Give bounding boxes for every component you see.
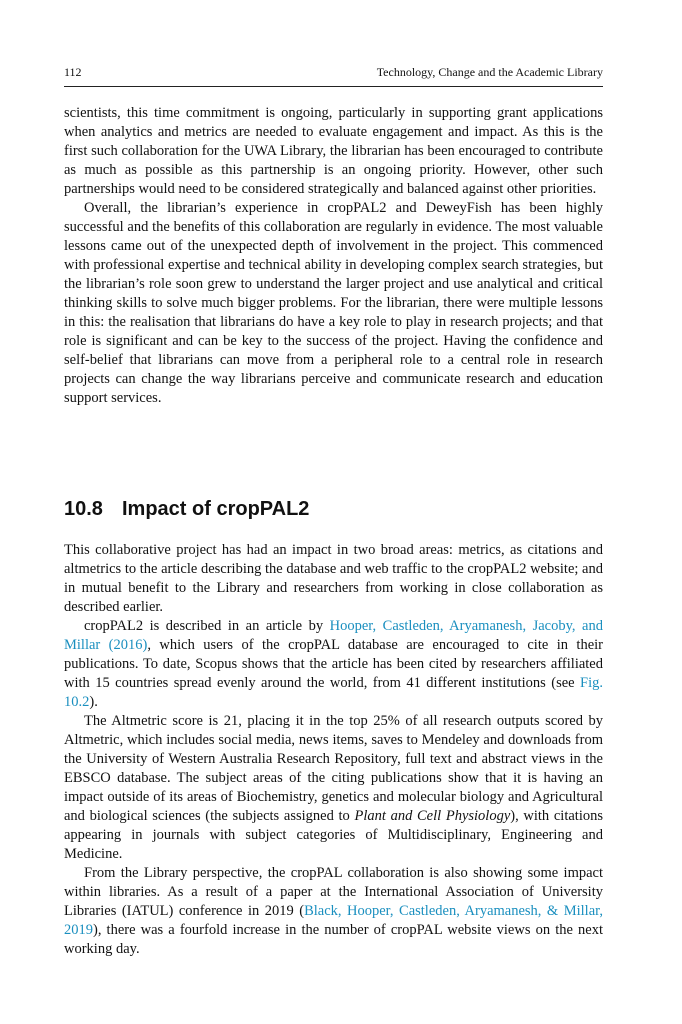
running-header	[64, 64, 603, 80]
text-run: ), there was a fourfold increase in the number of cropPAL website views on the next working day.	[64, 922, 603, 957]
text-run: cropPAL2 is described in an article by	[84, 618, 330, 634]
text-run: ).	[89, 694, 98, 710]
section-heading	[64, 496, 603, 522]
header-rule	[64, 86, 603, 87]
text-run: The Altmetric score is 21, placing it in the top 25% of all research outputs scored by Altmetric, which includes social media, news items, saves to Mendeley and downloads from the University of Western Australia Research Repository, full text and abstract views in the EBSCO database. The subject areas of the citing publications show that it is having an impact outside of its areas of Biochemistry, genetics and molecular biology and Agricultural and biological sciences (the subjects assigned to	[64, 713, 603, 824]
paragraph: This collaborative project has had an impact in two broad areas: metrics, as citations and altmetrics to the article describing the database and web traffic to the cropPAL2 website; and in mutual benefit to the Library and researchers from working in close collaboration as described earlier.	[64, 542, 603, 615]
paragraph: scientists, this time commitment is ongoing, particularly in supporting grant applications when analytics and metrics are needed to evaluate engagement and impact. As this is the first such collaboration for the UWA Library, the librarian has been encouraged to contribute as much as possible as this partnership is an ongoing priority. However, other such partnerships would need to be considered strategically and balanced against other priorities.	[64, 105, 603, 197]
paragraph: Overall, the librarian’s experience in cropPAL2 and DeweyFish has been highly successful and the benefits of this collaboration are regularly in evidence. The most valuable lessons came out of the unexpected depth of involvement in the project. This commenced with professional expertise and technical ability in developing complex search strategies, but the librarian’s role soon grew to understand the larger project and use analytical and critical thinking skills to solve much bigger problems. For the librarian, there were multiple lessons in this: the realisation that librarians do have a key role to play in research projects; and that role is significant and can be key to the success of the project. Having the confidence and self-belief that librarians can move from a peripheral role to a central role in research projects can change the way librarians perceive and communicate research and education support services.	[64, 200, 603, 406]
text-run: From the Library perspective, the cropPAL collaboration is also showing some impact within libraries. As a result of a paper at the International Association of University Libraries (IATUL) conference in 2019 (	[64, 865, 603, 919]
paragraph	[64, 712, 603, 864]
page-number: 112	[64, 65, 82, 79]
text-run: , which users of the cropPAL database are encouraged to cite in their publications. To date, Scopus shows that the article has been cited by researchers affiliated with 15 countries spread evenly around the world, from 41 different institutions (see	[64, 637, 604, 691]
section-title: Impact of cropPAL2	[122, 498, 310, 520]
section-body	[64, 541, 603, 959]
journal-title: Plant and Cell Physiology	[354, 808, 511, 824]
figure-link[interactable]: Fig. 10.2	[64, 675, 603, 710]
text-run: ), with citations appearing in journals with subject categories of Multidisciplinary, Engineering and Medicine.	[64, 808, 603, 862]
citation-link[interactable]: Black, Hooper, Castleden, Aryamanesh, & Millar, 2019	[64, 903, 603, 938]
section-number: 10.8	[64, 498, 103, 520]
paragraph	[64, 617, 603, 712]
top-text-block	[64, 104, 603, 408]
citation-link[interactable]: Hooper, Castleden, Aryamanesh, Jacoby, and Millar (2016)	[64, 618, 603, 653]
paragraph	[64, 864, 603, 959]
running-title: Technology, Change and the Academic Library	[376, 65, 603, 79]
